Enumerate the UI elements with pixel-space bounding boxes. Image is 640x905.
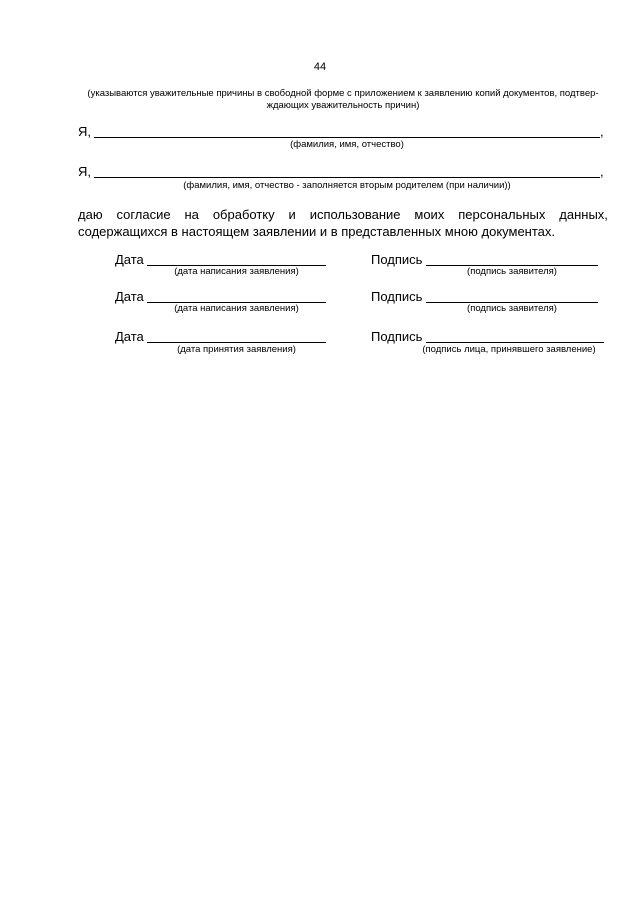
date-hint: (дата принятия заявления) xyxy=(177,344,296,355)
signature-label: Подпись xyxy=(371,252,423,267)
signature-hint: (подпись лица, принявшего заявление) xyxy=(422,344,596,355)
signature-hint: (подпись заявителя) xyxy=(467,266,557,277)
consent-paragraph xyxy=(78,206,608,240)
consent-word: использование xyxy=(309,207,401,222)
consent-word: согласие xyxy=(116,207,171,222)
signature-hint: (подпись заявителя) xyxy=(467,303,557,314)
consent-word: данных, xyxy=(559,207,608,222)
person2-prefix: Я, xyxy=(78,164,91,179)
date-label: Дата xyxy=(115,329,144,344)
page-number: 44 xyxy=(313,61,327,73)
reasons-note-line1: (указываются уважительные причины в свободной форме с приложением к заявлению копий документов, подтвер- xyxy=(87,88,599,99)
reasons-note-line2: ждающих уважительность причин) xyxy=(266,100,420,111)
consent-word: на xyxy=(184,207,199,222)
date-hint: (дата написания заявления) xyxy=(174,303,299,314)
consent-word: персональных xyxy=(458,207,546,222)
consent-word: обработку xyxy=(212,207,275,222)
person1-prefix: Я, xyxy=(78,124,91,139)
person2-suffix: , xyxy=(600,164,604,179)
date-label: Дата xyxy=(115,252,144,267)
consent-line1 xyxy=(78,206,608,223)
person2-name-field[interactable] xyxy=(94,177,600,178)
signature-field[interactable] xyxy=(426,342,604,343)
reasons-note xyxy=(78,88,608,112)
person1-name-field[interactable] xyxy=(94,137,600,138)
consent-word: даю xyxy=(78,207,103,222)
signature-label: Подпись xyxy=(371,289,423,304)
consent-word: моих xyxy=(414,207,445,222)
person1-hint: (фамилия, имя, отчество) xyxy=(290,139,404,150)
signature-label: Подпись xyxy=(371,329,423,344)
consent-line2: содержащихся в настоящем заявлении и в представленных мною документах. xyxy=(78,224,556,239)
date-label: Дата xyxy=(115,289,144,304)
consent-word: и xyxy=(288,207,296,222)
person2-hint: (фамилия, имя, отчество - заполняется вторым родителем (при наличии)) xyxy=(183,180,511,191)
person1-suffix: , xyxy=(600,124,604,139)
date-field[interactable] xyxy=(147,342,326,343)
date-hint: (дата написания заявления) xyxy=(174,266,299,277)
